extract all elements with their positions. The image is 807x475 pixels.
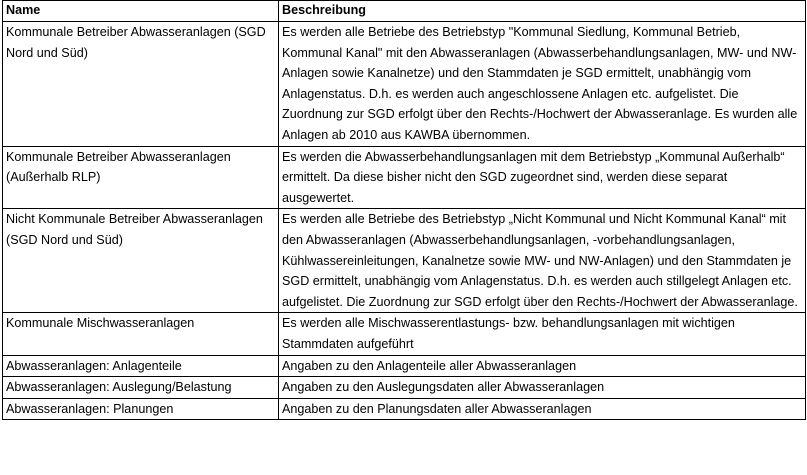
table-body (3, 22, 806, 420)
table-row (3, 377, 806, 399)
row-description-cell: Angaben zu den Planungsdaten aller Abwasseranlagen (279, 398, 806, 420)
row-description-cell: Es werden alle Betriebe des Betriebstyp "Kommunal Siedlung, Kommunal Betrieb, Kommunal Kanal" mit den Abwasseranlagen (Abwasserbehandlungsanlagen, MW- und NW-Anlagen sowie Kanalnetze) und den Stammdaten je SGD ermittelt, unabhängig vom Anlagenstatus. D.h. es werden auch angeschlossene Anlagen etc. aufgelistet. Die Zuordnung zur SGD erfolgt über den Rechts-/Hochwert der Abwasseranlage. Es wurden alle Anlagen ab 2010 aus KAWBA übernommen. (279, 22, 806, 147)
table-header (3, 1, 806, 22)
header-row (3, 1, 806, 22)
row-name-cell: Kommunale Mischwasseranlagen (3, 313, 279, 355)
row-name-cell: Abwasseranlagen: Auslegung/Belastung (3, 377, 279, 399)
table-row (3, 398, 806, 420)
row-description-cell: Angaben zu den Auslegungsdaten aller Abwasseranlagen (279, 377, 806, 399)
row-name-cell: Abwasseranlagen: Planungen (3, 398, 279, 420)
row-name-cell: Abwasseranlagen: Anlagenteile (3, 355, 279, 377)
row-description-cell: Es werden die Abwasserbehandlungsanlagen mit dem Betriebstyp „Kommunal Außerhalb“ ermittelt. Da diese bisher nicht den SGD zugeordnet sind, werden diese separat ausgewertet. (279, 146, 806, 209)
table-row (3, 355, 806, 377)
table-row (3, 313, 806, 355)
row-description-cell: Angaben zu den Anlagenteile aller Abwasseranlagen (279, 355, 806, 377)
table-row (3, 146, 806, 209)
column-header-description: Beschreibung (279, 1, 806, 22)
row-description-cell: Es werden alle Betriebe des Betriebstyp „Nicht Kommunal und Nicht Kommunal Kanal“ mit den Abwasseranlagen (Abwasserbehandlungsanlagen, -vorbehandlungsanlagen, Kühlwassereinleitungen, Kanalnetze sowie MW- und NW-Anlagen) und den Stammdaten je SGD ermittelt, unabhängig vom Anlagenstatus. D.h. es werden auch stillgelegt Anlagen etc. aufgelistet. Die Zuordnung zur SGD erfolgt über den Rechts-/Hochwert der Abwasseranlage. (279, 209, 806, 313)
column-header-name: Name (3, 1, 279, 22)
table-row (3, 209, 806, 313)
table-row (3, 22, 806, 147)
row-name-cell: Nicht Kommunale Betreiber Abwasseranlagen (SGD Nord und Süd) (3, 209, 279, 313)
row-description-cell: Es werden alle Mischwasserentlastungs- bzw. behandlungsanlagen mit wichtigen Stammdaten aufgeführt (279, 313, 806, 355)
row-name-cell: Kommunale Betreiber Abwasseranlagen (SGD Nord und Süd) (3, 22, 279, 147)
description-table (2, 0, 806, 420)
row-name-cell: Kommunale Betreiber Abwasseranlagen (Außerhalb RLP) (3, 146, 279, 209)
